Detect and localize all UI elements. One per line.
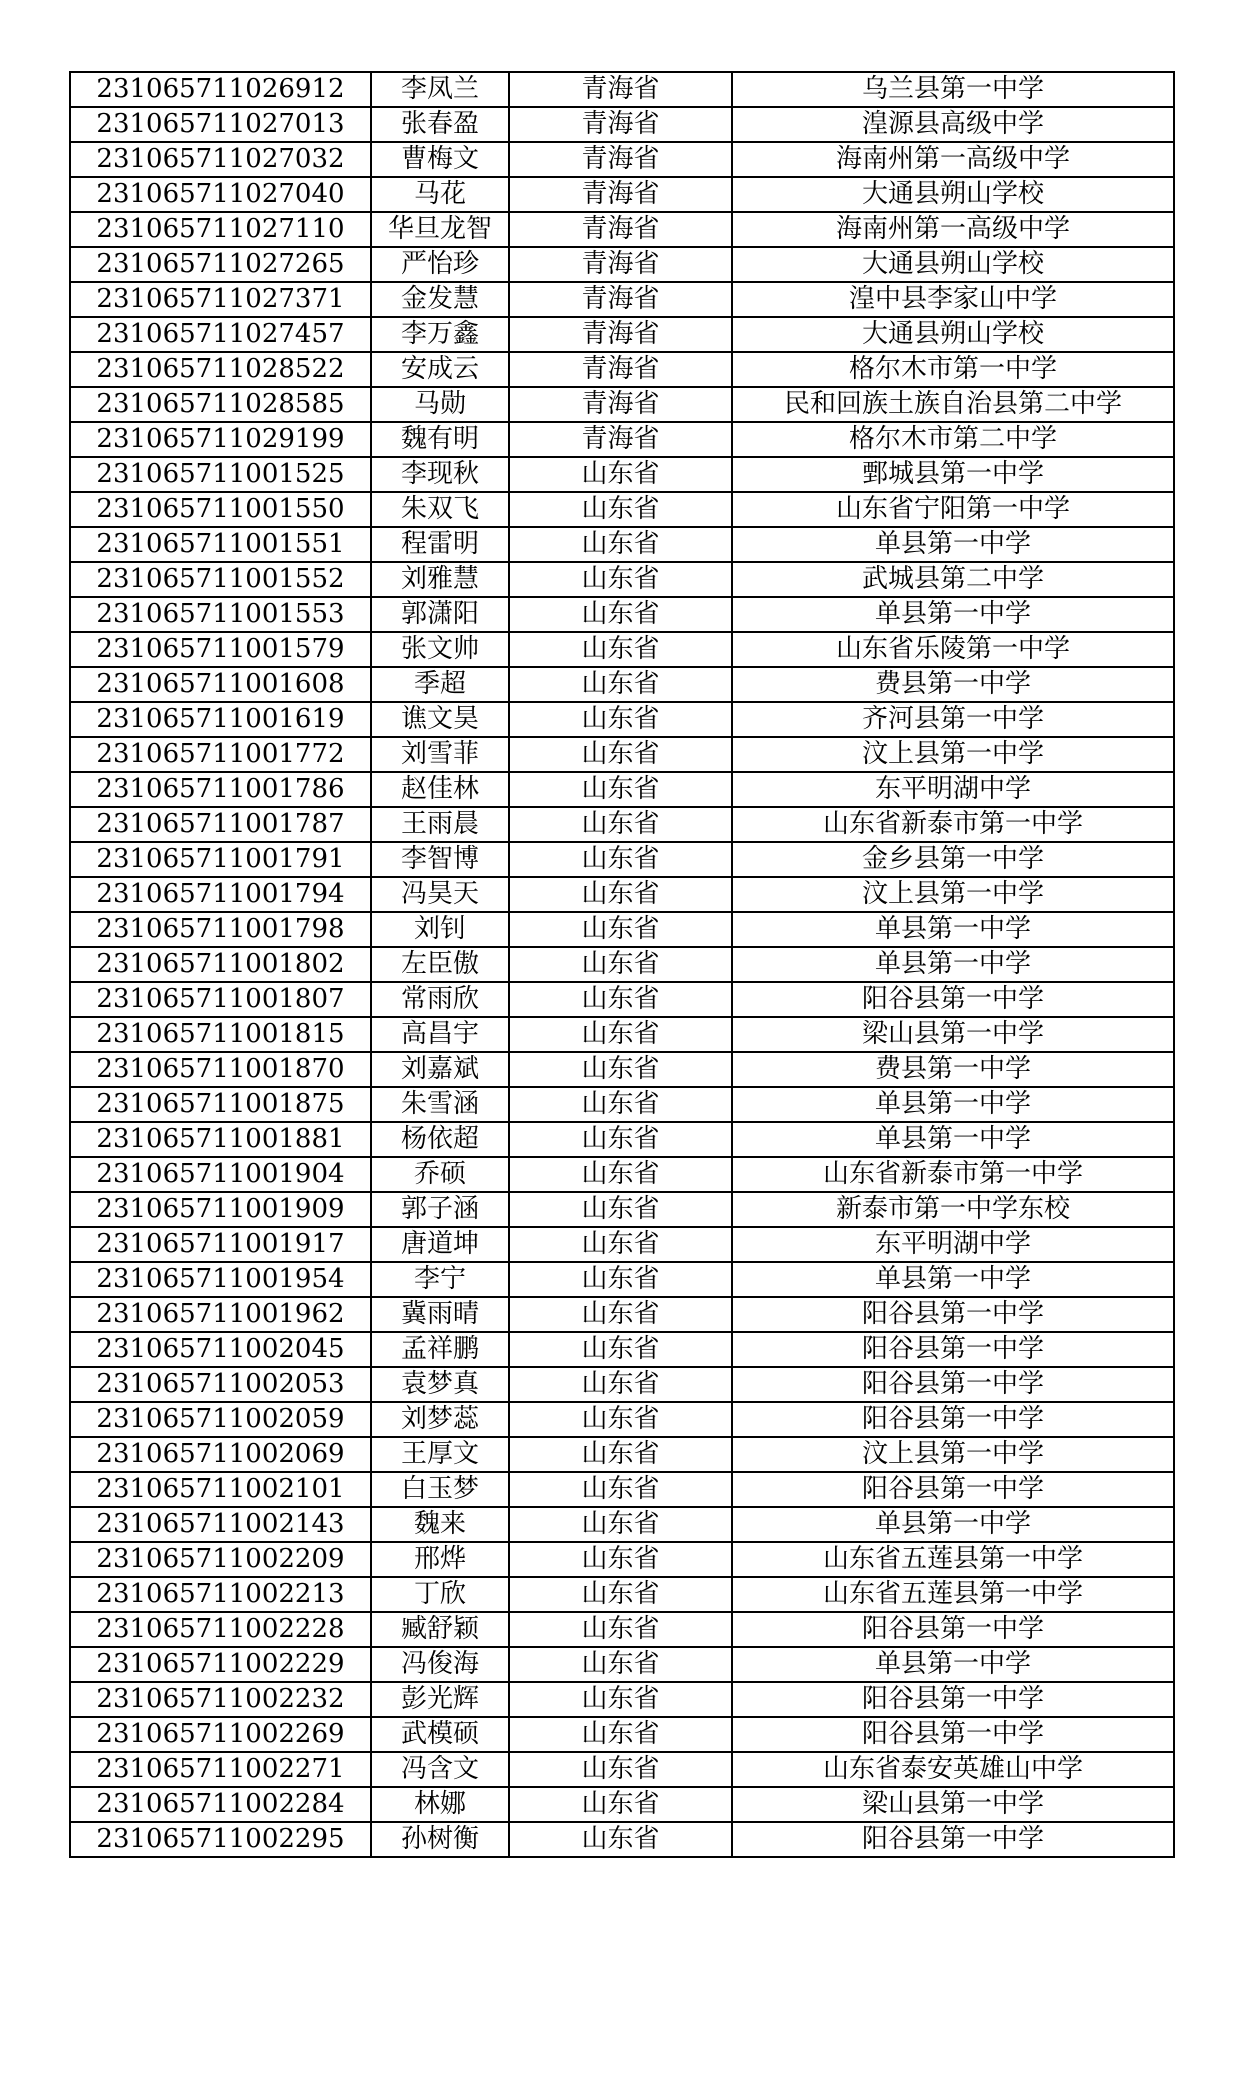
school-name-cell: 阳谷县第一中学 — [732, 1682, 1174, 1717]
table-row — [70, 1577, 1174, 1612]
table-row — [70, 527, 1174, 562]
student-name-cell: 朱雪涵 — [371, 1087, 509, 1122]
school-name-cell: 新泰市第一中学东校 — [732, 1192, 1174, 1227]
candidate-id-cell: 231065711027457 — [70, 317, 371, 352]
student-name-cell: 常雨欣 — [371, 982, 509, 1017]
school-name-cell: 大通县朔山学校 — [732, 177, 1174, 212]
candidate-id-cell: 231065711002271 — [70, 1752, 371, 1787]
province-cell: 青海省 — [509, 142, 732, 177]
table-row — [70, 72, 1174, 107]
candidate-id-cell: 231065711001870 — [70, 1052, 371, 1087]
table-row — [70, 212, 1174, 247]
school-name-cell: 海南州第一高级中学 — [732, 212, 1174, 247]
school-name-cell: 阳谷县第一中学 — [732, 1822, 1174, 1857]
candidate-id-cell: 231065711027265 — [70, 247, 371, 282]
candidate-id-cell: 231065711001794 — [70, 877, 371, 912]
province-cell: 山东省 — [509, 1087, 732, 1122]
school-name-cell: 阳谷县第一中学 — [732, 1612, 1174, 1647]
candidate-id-cell: 231065711001798 — [70, 912, 371, 947]
table-row — [70, 702, 1174, 737]
student-name-cell: 金发慧 — [371, 282, 509, 317]
school-name-cell: 山东省五莲县第一中学 — [732, 1577, 1174, 1612]
school-name-cell: 阳谷县第一中学 — [732, 1367, 1174, 1402]
table-row — [70, 1787, 1174, 1822]
province-cell: 山东省 — [509, 1332, 732, 1367]
school-name-cell: 海南州第一高级中学 — [732, 142, 1174, 177]
candidate-id-cell: 231065711001962 — [70, 1297, 371, 1332]
candidate-id-cell: 231065711027371 — [70, 282, 371, 317]
province-cell: 山东省 — [509, 1157, 732, 1192]
province-cell: 山东省 — [509, 457, 732, 492]
candidate-id-cell: 231065711027110 — [70, 212, 371, 247]
candidate-id-cell: 231065711026912 — [70, 72, 371, 107]
candidate-id-cell: 231065711001552 — [70, 562, 371, 597]
province-cell: 山东省 — [509, 1402, 732, 1437]
candidate-id-cell: 231065711002284 — [70, 1787, 371, 1822]
province-cell: 山东省 — [509, 1227, 732, 1262]
candidate-id-cell: 231065711001786 — [70, 772, 371, 807]
candidate-id-cell: 231065711001787 — [70, 807, 371, 842]
table-row — [70, 1472, 1174, 1507]
province-cell: 山东省 — [509, 1542, 732, 1577]
candidate-id-cell: 231065711002295 — [70, 1822, 371, 1857]
school-name-cell: 格尔木市第一中学 — [732, 352, 1174, 387]
student-name-cell: 冯昊天 — [371, 877, 509, 912]
roster-table — [69, 71, 1175, 1858]
school-name-cell: 阳谷县第一中学 — [732, 1332, 1174, 1367]
candidate-id-cell: 231065711002059 — [70, 1402, 371, 1437]
table-row — [70, 1262, 1174, 1297]
student-name-cell: 李万鑫 — [371, 317, 509, 352]
table-row — [70, 1717, 1174, 1752]
student-name-cell: 季超 — [371, 667, 509, 702]
table-row — [70, 1647, 1174, 1682]
school-name-cell: 山东省新泰市第一中学 — [732, 1157, 1174, 1192]
province-cell: 山东省 — [509, 842, 732, 877]
province-cell: 青海省 — [509, 212, 732, 247]
school-name-cell: 单县第一中学 — [732, 1122, 1174, 1157]
province-cell: 青海省 — [509, 177, 732, 212]
candidate-id-cell: 231065711002209 — [70, 1542, 371, 1577]
table-row — [70, 1122, 1174, 1157]
candidate-id-cell: 231065711001954 — [70, 1262, 371, 1297]
student-name-cell: 郭潇阳 — [371, 597, 509, 632]
province-cell: 青海省 — [509, 352, 732, 387]
school-name-cell: 单县第一中学 — [732, 1507, 1174, 1542]
candidate-id-cell: 231065711002045 — [70, 1332, 371, 1367]
table-row — [70, 1052, 1174, 1087]
table-row — [70, 457, 1174, 492]
province-cell: 青海省 — [509, 387, 732, 422]
table-row — [70, 912, 1174, 947]
student-name-cell: 程雷明 — [371, 527, 509, 562]
candidate-id-cell: 231065711002101 — [70, 1472, 371, 1507]
table-row — [70, 772, 1174, 807]
province-cell: 山东省 — [509, 1437, 732, 1472]
table-row — [70, 1437, 1174, 1472]
province-cell: 青海省 — [509, 422, 732, 457]
school-name-cell: 山东省乐陵第一中学 — [732, 632, 1174, 667]
table-row — [70, 842, 1174, 877]
student-name-cell: 李现秋 — [371, 457, 509, 492]
candidate-id-cell: 231065711001525 — [70, 457, 371, 492]
province-cell: 山东省 — [509, 667, 732, 702]
candidate-id-cell: 231065711001619 — [70, 702, 371, 737]
candidate-id-cell: 231065711002229 — [70, 1647, 371, 1682]
province-cell: 山东省 — [509, 1192, 732, 1227]
province-cell: 山东省 — [509, 492, 732, 527]
table-row — [70, 1682, 1174, 1717]
student-name-cell: 郭子涵 — [371, 1192, 509, 1227]
candidate-id-cell: 231065711027013 — [70, 107, 371, 142]
province-cell: 山东省 — [509, 702, 732, 737]
province-cell: 青海省 — [509, 247, 732, 282]
province-cell: 山东省 — [509, 1822, 732, 1857]
school-name-cell: 大通县朔山学校 — [732, 317, 1174, 352]
school-name-cell: 费县第一中学 — [732, 667, 1174, 702]
school-name-cell: 山东省新泰市第一中学 — [732, 807, 1174, 842]
school-name-cell: 单县第一中学 — [732, 597, 1174, 632]
candidate-id-cell: 231065711002228 — [70, 1612, 371, 1647]
table-row — [70, 1752, 1174, 1787]
province-cell: 山东省 — [509, 1052, 732, 1087]
candidate-id-cell: 231065711002053 — [70, 1367, 371, 1402]
candidate-id-cell: 231065711001917 — [70, 1227, 371, 1262]
table-row — [70, 562, 1174, 597]
student-name-cell: 高昌宇 — [371, 1017, 509, 1052]
table-row — [70, 1822, 1174, 1857]
student-name-cell: 王厚文 — [371, 1437, 509, 1472]
student-name-cell: 魏来 — [371, 1507, 509, 1542]
school-name-cell: 阳谷县第一中学 — [732, 1297, 1174, 1332]
table-row — [70, 1507, 1174, 1542]
candidate-id-cell: 231065711028522 — [70, 352, 371, 387]
school-name-cell: 阳谷县第一中学 — [732, 1472, 1174, 1507]
candidate-id-cell: 231065711001553 — [70, 597, 371, 632]
school-name-cell: 东平明湖中学 — [732, 772, 1174, 807]
school-name-cell: 大通县朔山学校 — [732, 247, 1174, 282]
table-row — [70, 107, 1174, 142]
student-name-cell: 邢烨 — [371, 1542, 509, 1577]
table-row — [70, 492, 1174, 527]
school-name-cell: 山东省宁阳第一中学 — [732, 492, 1174, 527]
student-name-cell: 袁梦真 — [371, 1367, 509, 1402]
school-name-cell: 阳谷县第一中学 — [732, 982, 1174, 1017]
table-row — [70, 597, 1174, 632]
school-name-cell: 山东省五莲县第一中学 — [732, 1542, 1174, 1577]
province-cell: 山东省 — [509, 947, 732, 982]
student-name-cell: 王雨晨 — [371, 807, 509, 842]
candidate-id-cell: 231065711001608 — [70, 667, 371, 702]
province-cell: 山东省 — [509, 527, 732, 562]
candidate-id-cell: 231065711001904 — [70, 1157, 371, 1192]
table-row — [70, 1402, 1174, 1437]
candidate-id-cell: 231065711027040 — [70, 177, 371, 212]
student-name-cell: 刘雪菲 — [371, 737, 509, 772]
school-name-cell: 东平明湖中学 — [732, 1227, 1174, 1262]
student-name-cell: 白玉梦 — [371, 1472, 509, 1507]
candidate-id-cell: 231065711001875 — [70, 1087, 371, 1122]
student-name-cell: 左臣傲 — [371, 947, 509, 982]
candidate-id-cell: 231065711001881 — [70, 1122, 371, 1157]
table-row — [70, 282, 1174, 317]
candidate-id-cell: 231065711002213 — [70, 1577, 371, 1612]
province-cell: 山东省 — [509, 597, 732, 632]
student-name-cell: 刘雅慧 — [371, 562, 509, 597]
province-cell: 山东省 — [509, 1717, 732, 1752]
student-name-cell: 孙树衡 — [371, 1822, 509, 1857]
school-name-cell: 单县第一中学 — [732, 1647, 1174, 1682]
table-row — [70, 667, 1174, 702]
school-name-cell: 汶上县第一中学 — [732, 877, 1174, 912]
table-row — [70, 877, 1174, 912]
candidate-id-cell: 231065711001772 — [70, 737, 371, 772]
province-cell: 山东省 — [509, 1647, 732, 1682]
candidate-id-cell: 231065711002143 — [70, 1507, 371, 1542]
table-row — [70, 947, 1174, 982]
school-name-cell: 湟源县高级中学 — [732, 107, 1174, 142]
student-name-cell: 曹梅文 — [371, 142, 509, 177]
table-row — [70, 317, 1174, 352]
candidate-id-cell: 231065711001802 — [70, 947, 371, 982]
student-name-cell: 刘钊 — [371, 912, 509, 947]
province-cell: 山东省 — [509, 877, 732, 912]
student-name-cell: 严怡珍 — [371, 247, 509, 282]
table-row — [70, 142, 1174, 177]
student-name-cell: 朱双飞 — [371, 492, 509, 527]
province-cell: 山东省 — [509, 1612, 732, 1647]
roster-body — [70, 72, 1174, 1857]
province-cell: 山东省 — [509, 1752, 732, 1787]
school-name-cell: 单县第一中学 — [732, 947, 1174, 982]
student-name-cell: 华旦龙智 — [371, 212, 509, 247]
student-name-cell: 魏有明 — [371, 422, 509, 457]
table-row — [70, 1332, 1174, 1367]
school-name-cell: 单县第一中学 — [732, 912, 1174, 947]
school-name-cell: 鄄城县第一中学 — [732, 457, 1174, 492]
table-row — [70, 632, 1174, 667]
student-name-cell: 冯俊海 — [371, 1647, 509, 1682]
student-name-cell: 武模硕 — [371, 1717, 509, 1752]
table-row — [70, 177, 1174, 212]
candidate-id-cell: 231065711001550 — [70, 492, 371, 527]
candidate-id-cell: 231065711001909 — [70, 1192, 371, 1227]
province-cell: 山东省 — [509, 1472, 732, 1507]
province-cell: 山东省 — [509, 1262, 732, 1297]
school-name-cell: 梁山县第一中学 — [732, 1017, 1174, 1052]
candidate-id-cell: 231065711002269 — [70, 1717, 371, 1752]
table-row — [70, 247, 1174, 282]
student-name-cell: 刘嘉斌 — [371, 1052, 509, 1087]
table-row — [70, 737, 1174, 772]
student-name-cell: 李凤兰 — [371, 72, 509, 107]
school-name-cell: 汶上县第一中学 — [732, 737, 1174, 772]
school-name-cell: 湟中县李家山中学 — [732, 282, 1174, 317]
province-cell: 山东省 — [509, 562, 732, 597]
table-row — [70, 1192, 1174, 1227]
table-row — [70, 1087, 1174, 1122]
province-cell: 山东省 — [509, 912, 732, 947]
table-row — [70, 982, 1174, 1017]
candidate-id-cell: 231065711029199 — [70, 422, 371, 457]
student-name-cell: 彭光辉 — [371, 1682, 509, 1717]
student-name-cell: 杨依超 — [371, 1122, 509, 1157]
student-name-cell: 马花 — [371, 177, 509, 212]
province-cell: 山东省 — [509, 1682, 732, 1717]
province-cell: 青海省 — [509, 317, 732, 352]
province-cell: 山东省 — [509, 807, 732, 842]
school-name-cell: 齐河县第一中学 — [732, 702, 1174, 737]
student-name-cell: 张文帅 — [371, 632, 509, 667]
province-cell: 山东省 — [509, 772, 732, 807]
student-name-cell: 乔硕 — [371, 1157, 509, 1192]
province-cell: 山东省 — [509, 982, 732, 1017]
table-row — [70, 1612, 1174, 1647]
student-name-cell: 冀雨晴 — [371, 1297, 509, 1332]
student-name-cell: 刘梦蕊 — [371, 1402, 509, 1437]
school-name-cell: 单县第一中学 — [732, 527, 1174, 562]
province-cell: 山东省 — [509, 632, 732, 667]
school-name-cell: 山东省泰安英雄山中学 — [732, 1752, 1174, 1787]
school-name-cell: 格尔木市第二中学 — [732, 422, 1174, 457]
table-row — [70, 422, 1174, 457]
province-cell: 山东省 — [509, 1787, 732, 1822]
student-name-cell: 李智博 — [371, 842, 509, 877]
candidate-id-cell: 231065711001551 — [70, 527, 371, 562]
school-name-cell: 汶上县第一中学 — [732, 1437, 1174, 1472]
student-name-cell: 赵佳林 — [371, 772, 509, 807]
student-name-cell: 李宁 — [371, 1262, 509, 1297]
table-row — [70, 1227, 1174, 1262]
province-cell: 青海省 — [509, 282, 732, 317]
province-cell: 山东省 — [509, 1367, 732, 1402]
table-row — [70, 1017, 1174, 1052]
table-row — [70, 1297, 1174, 1332]
table-row — [70, 387, 1174, 422]
table-row — [70, 1542, 1174, 1577]
school-name-cell: 民和回族土族自治县第二中学 — [732, 387, 1174, 422]
candidate-id-cell: 231065711002069 — [70, 1437, 371, 1472]
student-name-cell: 臧舒颖 — [371, 1612, 509, 1647]
table-row — [70, 1367, 1174, 1402]
table-row — [70, 807, 1174, 842]
candidate-id-cell: 231065711027032 — [70, 142, 371, 177]
school-name-cell: 单县第一中学 — [732, 1262, 1174, 1297]
student-name-cell: 安成云 — [371, 352, 509, 387]
candidate-id-cell: 231065711001791 — [70, 842, 371, 877]
province-cell: 山东省 — [509, 1017, 732, 1052]
candidate-id-cell: 231065711001815 — [70, 1017, 371, 1052]
table-row — [70, 1157, 1174, 1192]
school-name-cell: 阳谷县第一中学 — [732, 1717, 1174, 1752]
student-name-cell: 张春盈 — [371, 107, 509, 142]
province-cell: 青海省 — [509, 72, 732, 107]
candidate-id-cell: 231065711002232 — [70, 1682, 371, 1717]
candidate-id-cell: 231065711001807 — [70, 982, 371, 1017]
student-name-cell: 唐道坤 — [371, 1227, 509, 1262]
province-cell: 青海省 — [509, 107, 732, 142]
province-cell: 山东省 — [509, 1507, 732, 1542]
school-name-cell: 单县第一中学 — [732, 1087, 1174, 1122]
province-cell: 山东省 — [509, 1577, 732, 1612]
table-row — [70, 352, 1174, 387]
school-name-cell: 梁山县第一中学 — [732, 1787, 1174, 1822]
student-name-cell: 谯文昊 — [371, 702, 509, 737]
student-name-cell: 冯含文 — [371, 1752, 509, 1787]
school-name-cell: 阳谷县第一中学 — [732, 1402, 1174, 1437]
candidate-id-cell: 231065711028585 — [70, 387, 371, 422]
province-cell: 山东省 — [509, 1122, 732, 1157]
student-name-cell: 马勋 — [371, 387, 509, 422]
student-name-cell: 丁欣 — [371, 1577, 509, 1612]
candidate-id-cell: 231065711001579 — [70, 632, 371, 667]
province-cell: 山东省 — [509, 1297, 732, 1332]
student-name-cell: 孟祥鹏 — [371, 1332, 509, 1367]
student-name-cell: 林娜 — [371, 1787, 509, 1822]
school-name-cell: 乌兰县第一中学 — [732, 72, 1174, 107]
school-name-cell: 费县第一中学 — [732, 1052, 1174, 1087]
school-name-cell: 武城县第二中学 — [732, 562, 1174, 597]
province-cell: 山东省 — [509, 737, 732, 772]
school-name-cell: 金乡县第一中学 — [732, 842, 1174, 877]
